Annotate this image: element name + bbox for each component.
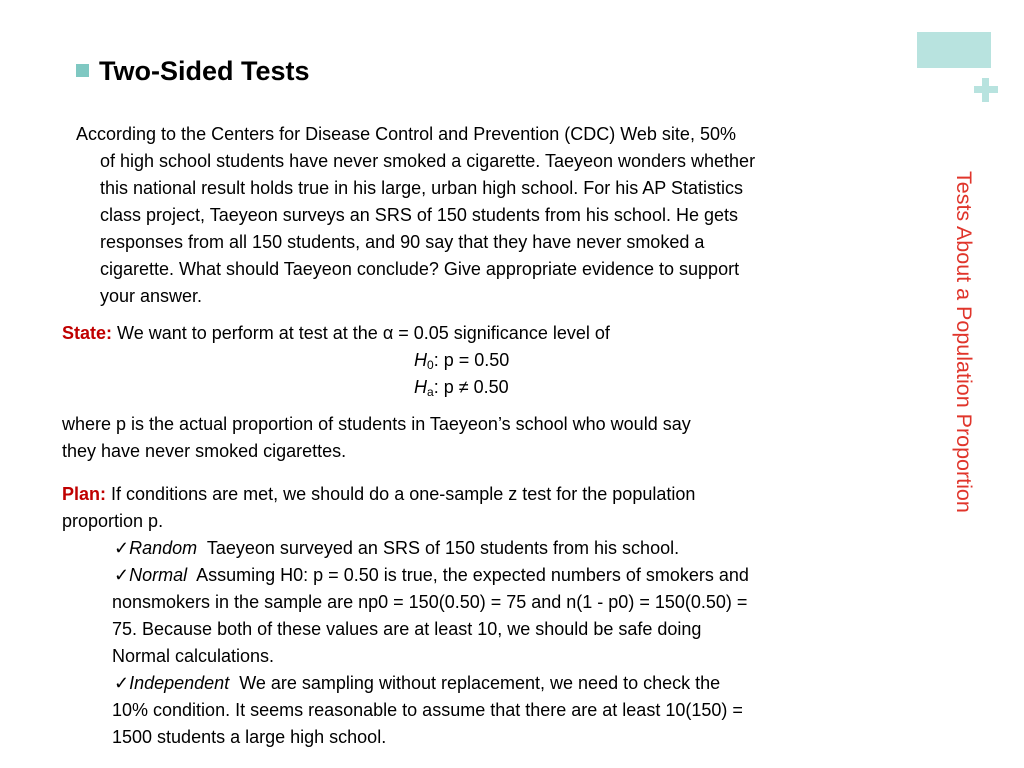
normal-condition [114,562,749,589]
intro-line: this national result holds true in his large, urban high school. For his AP Statistics [100,178,744,198]
intro-line: your answer. [100,286,203,306]
h0-value: : p = 0.50 [433,350,510,370]
independent-text: We are sampling without replacement, we need to check the [239,673,721,693]
intro-line: cigarette. What should Taeyeon conclude? Give appropriate evidence to support [100,259,740,279]
side-title: Tests About a Population Proportion [952,171,976,513]
normal-line: 75. Because both of these values are at least 10, we should be safe doing [112,619,702,639]
state-text: We want to perform at test at the α = 0.05 significance level of [117,323,610,343]
slide-title-text: Two-Sided Tests [99,56,310,86]
random-condition [114,535,679,562]
intro-line: of high school students have never smoked a cigarette. Taeyeon wonders whether [100,151,756,171]
state-label: State: [62,323,113,343]
normal-text: Assuming H0: p = 0.50 is true, the expected numbers of smokers and [196,565,749,585]
checkmark-icon: ✓ [114,673,130,693]
plan-line: proportion p. [62,511,164,531]
where-line: they have never smoked cigarettes. [62,441,347,461]
independent-label: Independent [129,673,230,693]
normal-label: Normal [129,565,188,585]
random-label: Random [129,538,198,558]
ha-value: : p ≠ 0.50 [433,377,509,397]
independent-line: 10% condition. It seems reasonable to assume that there are at least 10(150) = [112,700,743,720]
normal-line: nonsmokers in the sample are np0 = 150(0.50) = 75 and n(1 - p0) = 150(0.50) = [112,592,748,612]
accent-block [917,32,991,68]
normal-line: Normal calculations. [112,646,275,666]
plan-paragraph [62,481,695,508]
random-text: Taeyeon surveyed an SRS of 150 students from his school. [206,538,680,558]
checkmark-icon: ✓ [114,565,130,585]
plan-label: Plan: [62,484,107,504]
checkmark-icon: ✓ [114,538,130,558]
intro-line: According to the Centers for Disease Control and Prevention (CDC) Web site, 50% [76,124,736,144]
square-bullet-icon [76,64,89,77]
null-hypothesis: $H_0$: p = 0.50 [414,350,510,372]
state-paragraph [62,320,610,347]
alternative-hypothesis: $H_a$: p ≠ 0.50 [414,377,509,399]
slide-title [76,56,310,87]
ha-subscript: a [427,385,434,399]
plan-text: If conditions are met, we should do a one-sample z test for the population [111,484,696,504]
intro-line: responses from all 150 students, and 90 say that they have never smoked a [100,232,705,252]
where-line: where p is the actual proportion of students in Taeyeon’s school who would say [62,414,691,434]
h0-subscript: 0 [427,358,434,372]
intro-line: class project, Taeyeon surveys an SRS of 150 students from his school. He gets [100,205,738,225]
independent-condition [114,670,720,697]
plus-icon [972,76,1000,104]
independent-line: 1500 students a large high school. [112,727,387,747]
